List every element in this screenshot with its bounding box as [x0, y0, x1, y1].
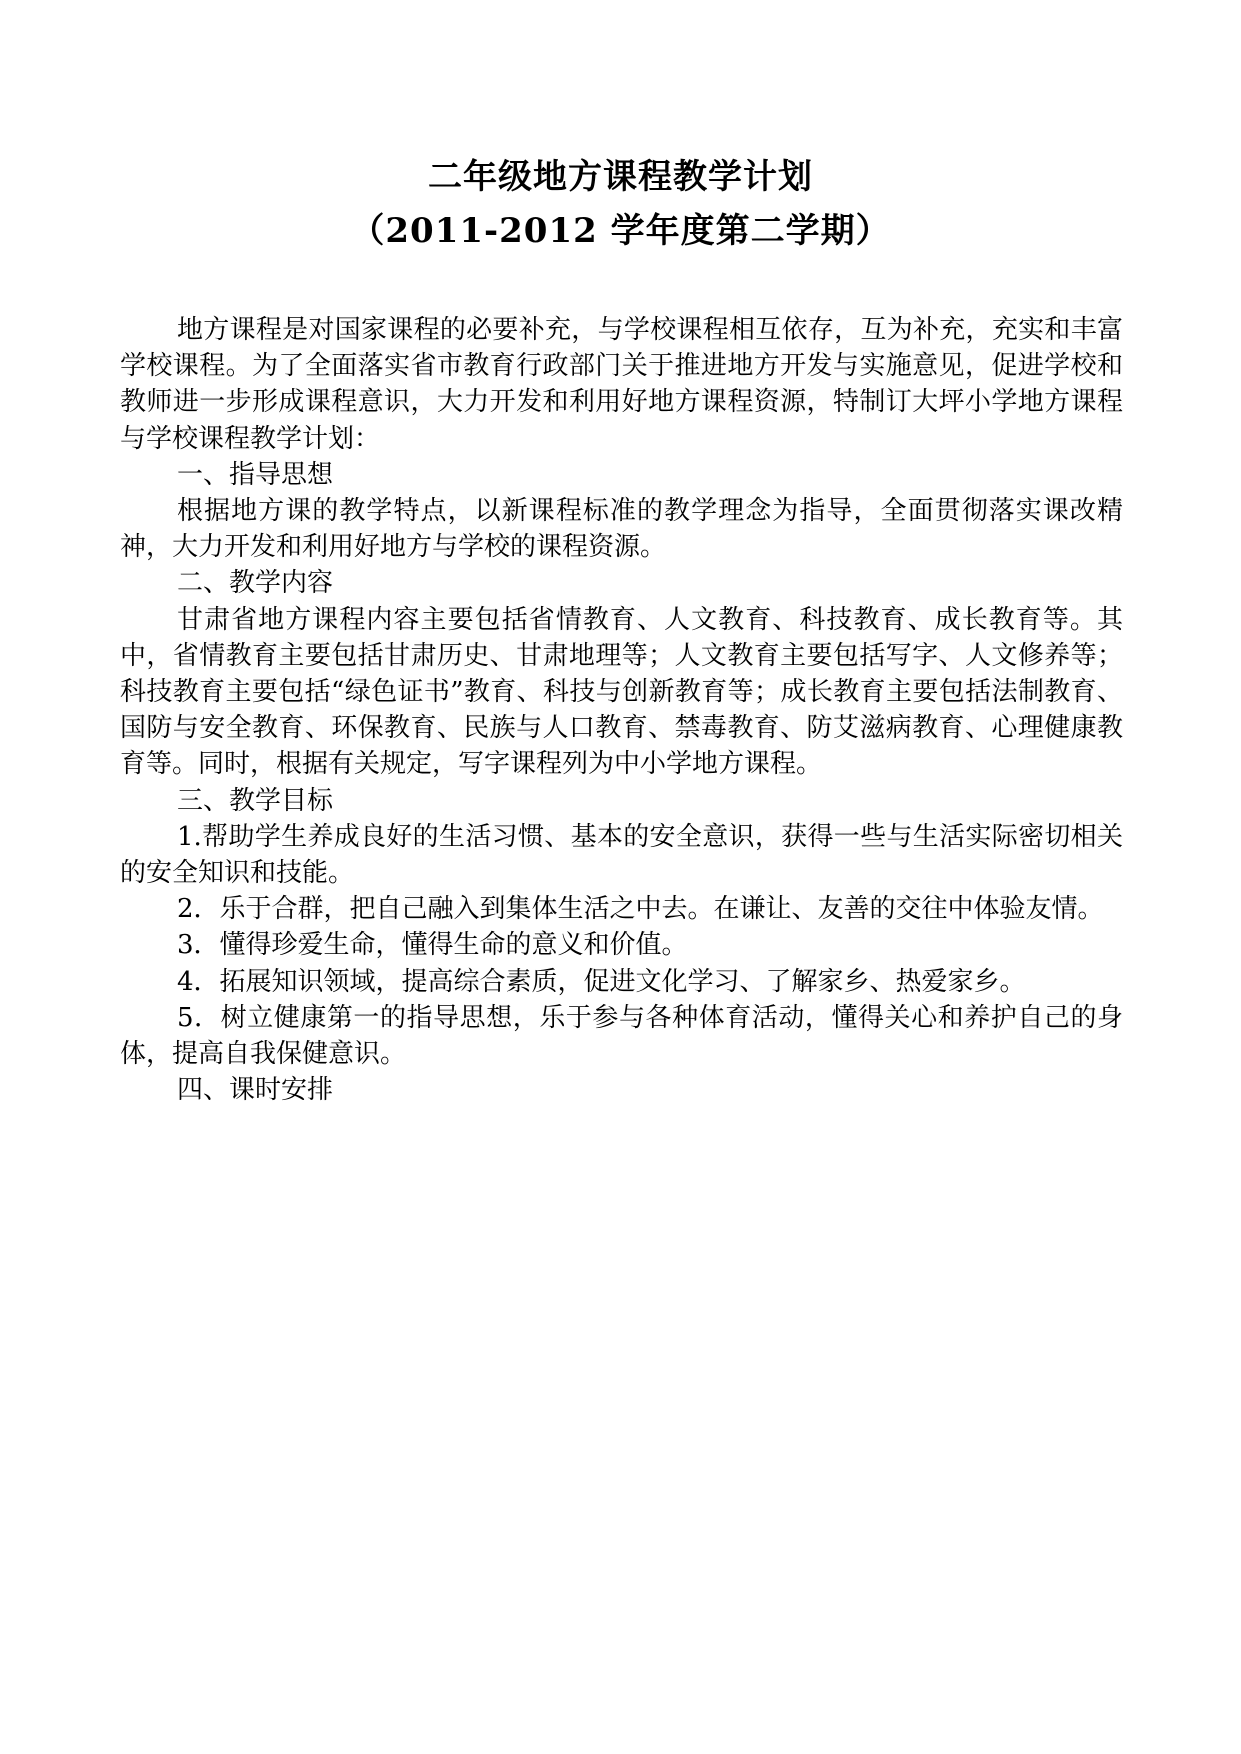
goal-item-4: 4．拓展知识领域，提高综合素质，促进文化学习、了解家乡、热爱家乡。 [177, 966, 1026, 997]
document-subtitle: （2011-2012 学年度第二学期） [350, 211, 891, 251]
goal-item-5: 5．树立健康第一的指导思想，乐于参与各种体育活动，懂得关心和养护自己的身体，提高自我保健意识。 [120, 1002, 1123, 1070]
goal-item-2: 2．乐于合群，把自己融入到集体生活之中去。在谦让、友善的交往中体验友情。 [177, 894, 1104, 925]
guiding-thought-paragraph: 根据地方课的教学特点，以新课程标准的教学理念为指导，全面贯彻落实课改精神，大力开发和利用好地方与学校的课程资源。 [120, 496, 1123, 563]
section-heading-guiding-thought: 一、指导思想 [177, 459, 334, 490]
section-heading-schedule: 四、课时安排 [177, 1075, 334, 1106]
document-title: 二年级地方课程教学计划 [428, 157, 813, 197]
goal-item-3: 3．懂得珍爱生命，懂得生命的意义和价值。 [177, 930, 688, 961]
intro-paragraph: 地方课程是对国家课程的必要补充，与学校课程相互依存，互为补充，充实和丰富学校课程。为了全面落实省市教育行政部门关于推进地方开发与实施意见，促进学校和教师进一步形成课程意识，大力开发和利用好地方课程资源，特制订大坪小学地方课程与学校课程教学计划： [120, 315, 1123, 454]
goal-item-1: 1.帮助学生养成良好的生活习惯、基本的安全意识，获得一些与生活实际密切相关的安全知识和技能。 [120, 821, 1123, 889]
teaching-content-paragraph: 甘肃省地方课程内容主要包括省情教育、人文教育、科技教育、成长教育等。其中，省情教育主要包括甘肃历史、甘肃地理等；人文教育主要包括写字、人文修养等；科技教育主要包括“绿色证书”教育、科技与创新教育等；成长教育主要包括法制教育、国防与安全教育、环保教育、民族与人口教育、禁毒教育、防艾滋病教育、心理健康教育等。同时，根据有关规定，写字课程列为中小学地方课程。 [120, 604, 1123, 780]
section-heading-teaching-content: 二、教学内容 [177, 568, 334, 599]
section-heading-teaching-goals: 三、教学目标 [177, 785, 334, 816]
document-body [120, 312, 1123, 1108]
